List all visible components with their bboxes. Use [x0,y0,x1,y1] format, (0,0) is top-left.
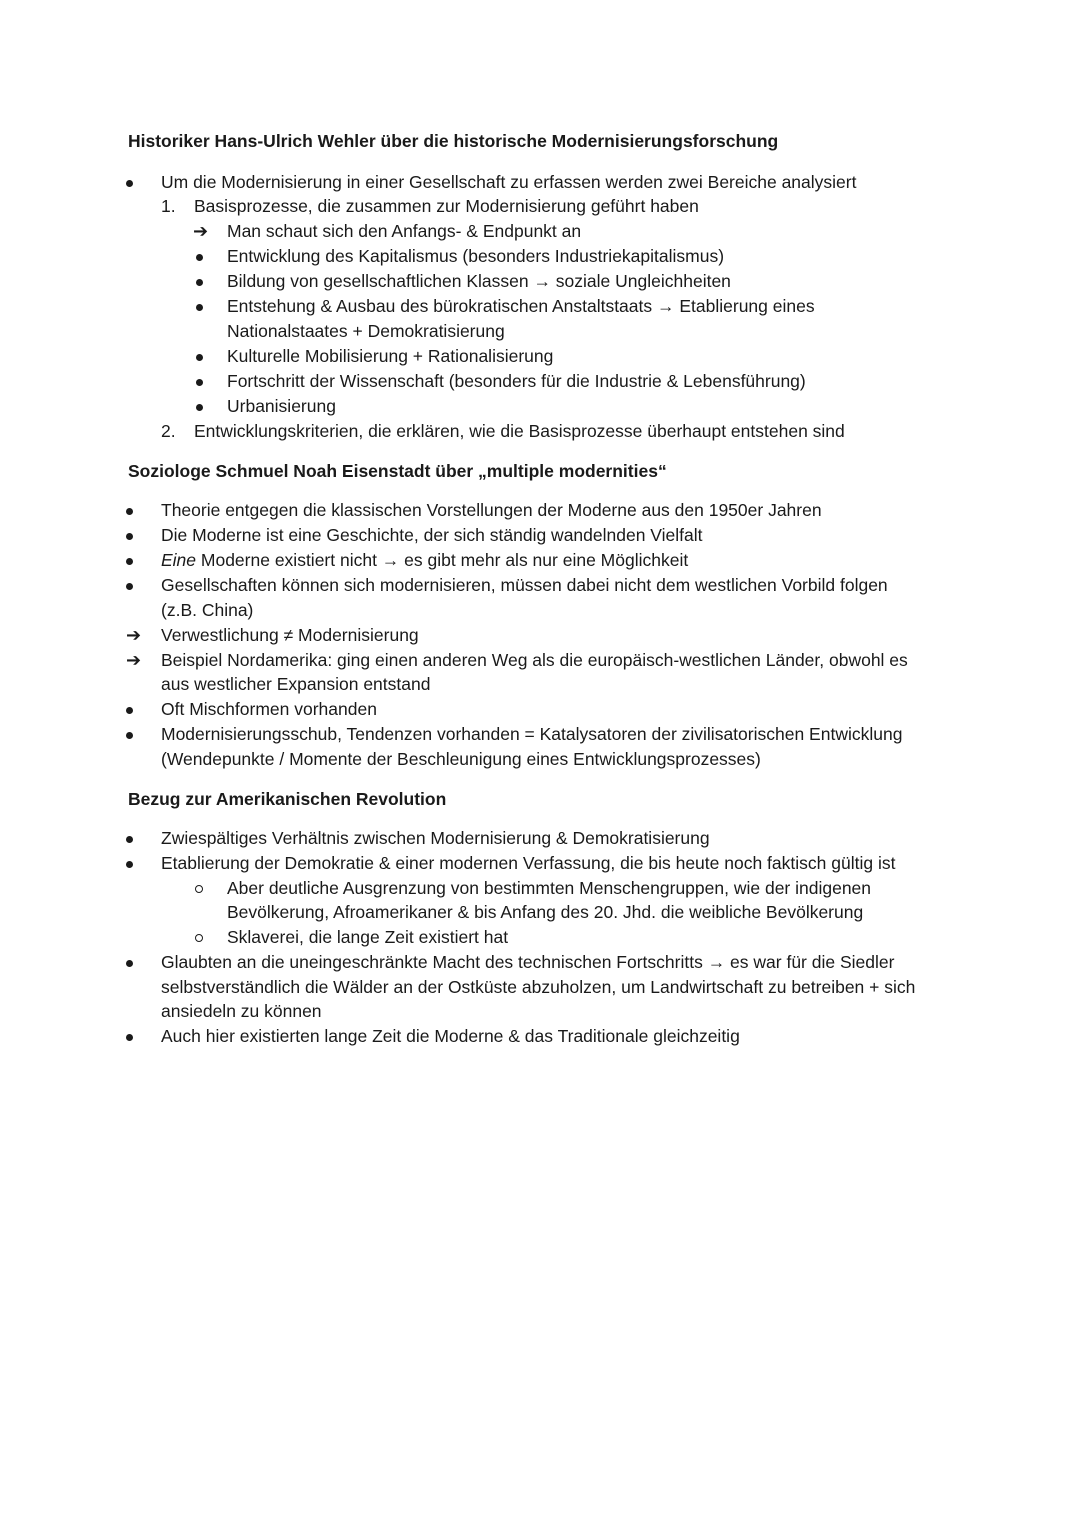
list-item-text: Moderne existiert nicht → es gibt mehr als nur eine Möglichkeit [196,550,689,570]
bullet-icon [126,697,133,722]
bullet-icon [196,269,203,294]
list-item: Glaubten an die uneingeschränkte Macht des technischen Fortschritts → es war für die Siedler [161,952,895,972]
section-heading-amerikanische-revolution: Bezug zur Amerikanischen Revolution [128,789,447,809]
list-number: 2. [161,421,176,441]
bullet-icon [126,851,133,876]
list-item: Theorie entgegen die klassischen Vorstellungen der Moderne aus den 1950er Jahren [161,500,822,520]
list-item: Beispiel Nordamerika: ging einen anderen Weg als die europäisch-westlichen Länder, obwohl es [161,650,908,670]
list-item: Die Moderne ist eine Geschichte, der sich ständig wandelnden Vielfalt [161,525,703,545]
bullet-icon [126,826,133,851]
list-item: Entstehung & Ausbau des bürokratischen Anstaltstaats → Etablierung eines [227,296,815,316]
bullet-icon [126,170,133,195]
list-item [161,548,688,573]
list-item: Basisprozesse, die zusammen zur Modernisierung geführt haben [194,196,699,216]
list-item-continuation: Nationalstaates + Demokratisierung [227,321,505,341]
list-item: Oft Mischformen vorhanden [161,699,377,719]
list-item: Verwestlichung ≠ Modernisierung [161,625,419,645]
bullet-icon [196,369,203,394]
arrow-right-icon: ➔ [126,625,142,645]
list-item: Man schaut sich den Anfangs- & Endpunkt an [227,221,582,241]
section-heading-eisenstadt: Soziologe Schmuel Noah Eisenstadt über „multiple modernities“ [128,461,667,481]
list-item-continuation: (Wendepunkte / Momente der Beschleunigung eines Entwicklungsprozesses) [161,749,761,769]
bullet-icon [126,498,133,523]
bullet-icon [126,548,133,573]
bullet-icon [196,244,203,269]
bullet-icon [126,722,133,747]
list-item-continuation: aus westlicher Expansion entstand [161,674,431,694]
list-item: Modernisierungsschub, Tendenzen vorhanden = Katalysatoren der zivilisatorischen Entwicklung [161,724,903,744]
bullet-icon [196,394,203,419]
circle-bullet-icon [195,876,203,901]
list-item-continuation: Bevölkerung, Afroamerikaner & bis Anfang des 20. Jhd. die weibliche Bevölkerung [227,902,864,922]
bullet-icon [126,950,133,975]
list-item: Bildung von gesellschaftlichen Klassen → soziale Ungleichheiten [227,271,731,291]
list-item: Kulturelle Mobilisierung + Rationalisierung [227,346,554,366]
list-item: Fortschritt der Wissenschaft (besonders für die Industrie & Lebensführung) [227,371,806,391]
list-item: Entwicklung des Kapitalismus (besonders Industriekapitalismus) [227,246,725,266]
bullet-icon [126,573,133,598]
list-item: Zwiespältiges Verhältnis zwischen Modernisierung & Demokratisierung [161,828,710,848]
bullet-icon [196,294,203,319]
list-item: Etablierung der Demokratie & einer modernen Verfassung, die bis heute noch faktisch gültig ist [161,853,896,873]
arrow-right-icon: ➔ [126,650,142,670]
bullet-icon [126,1024,133,1049]
list-item: Gesellschaften können sich modernisieren, müssen dabei nicht dem westlichen Vorbild folgen [161,575,888,595]
list-item: Entwicklungskriterien, die erklären, wie die Basisprozesse überhaupt entstehen sind [194,421,845,441]
list-item: Sklaverei, die lange Zeit existiert hat [227,927,509,947]
list-item: Auch hier existierten lange Zeit die Moderne & das Traditionale gleichzeitig [161,1026,740,1046]
bullet-icon [126,523,133,548]
list-item-continuation: selbstverständlich die Wälder an der Ostküste abzuholzen, um Landwirtschaft zu betreiben + sich [161,977,916,997]
bullet-icon [196,344,203,369]
list-item: Urbanisierung [227,396,336,416]
arrow-right-icon: ➔ [193,221,209,241]
emphasis-text: Eine [161,550,197,570]
list-item: Aber deutliche Ausgrenzung von bestimmten Menschengruppen, wie der indigenen [227,878,872,898]
section-heading-wehler: Historiker Hans-Ulrich Wehler über die historische Modernisierungsforschung [128,131,779,151]
list-number: 1. [161,196,176,216]
list-item: Um die Modernisierung in einer Gesellschaft zu erfassen werden zwei Bereiche analysiert [161,172,857,192]
circle-bullet-icon [195,925,203,950]
list-item-continuation: (z.B. China) [161,600,254,620]
list-item-continuation: ansiedeln zu können [161,1001,322,1021]
